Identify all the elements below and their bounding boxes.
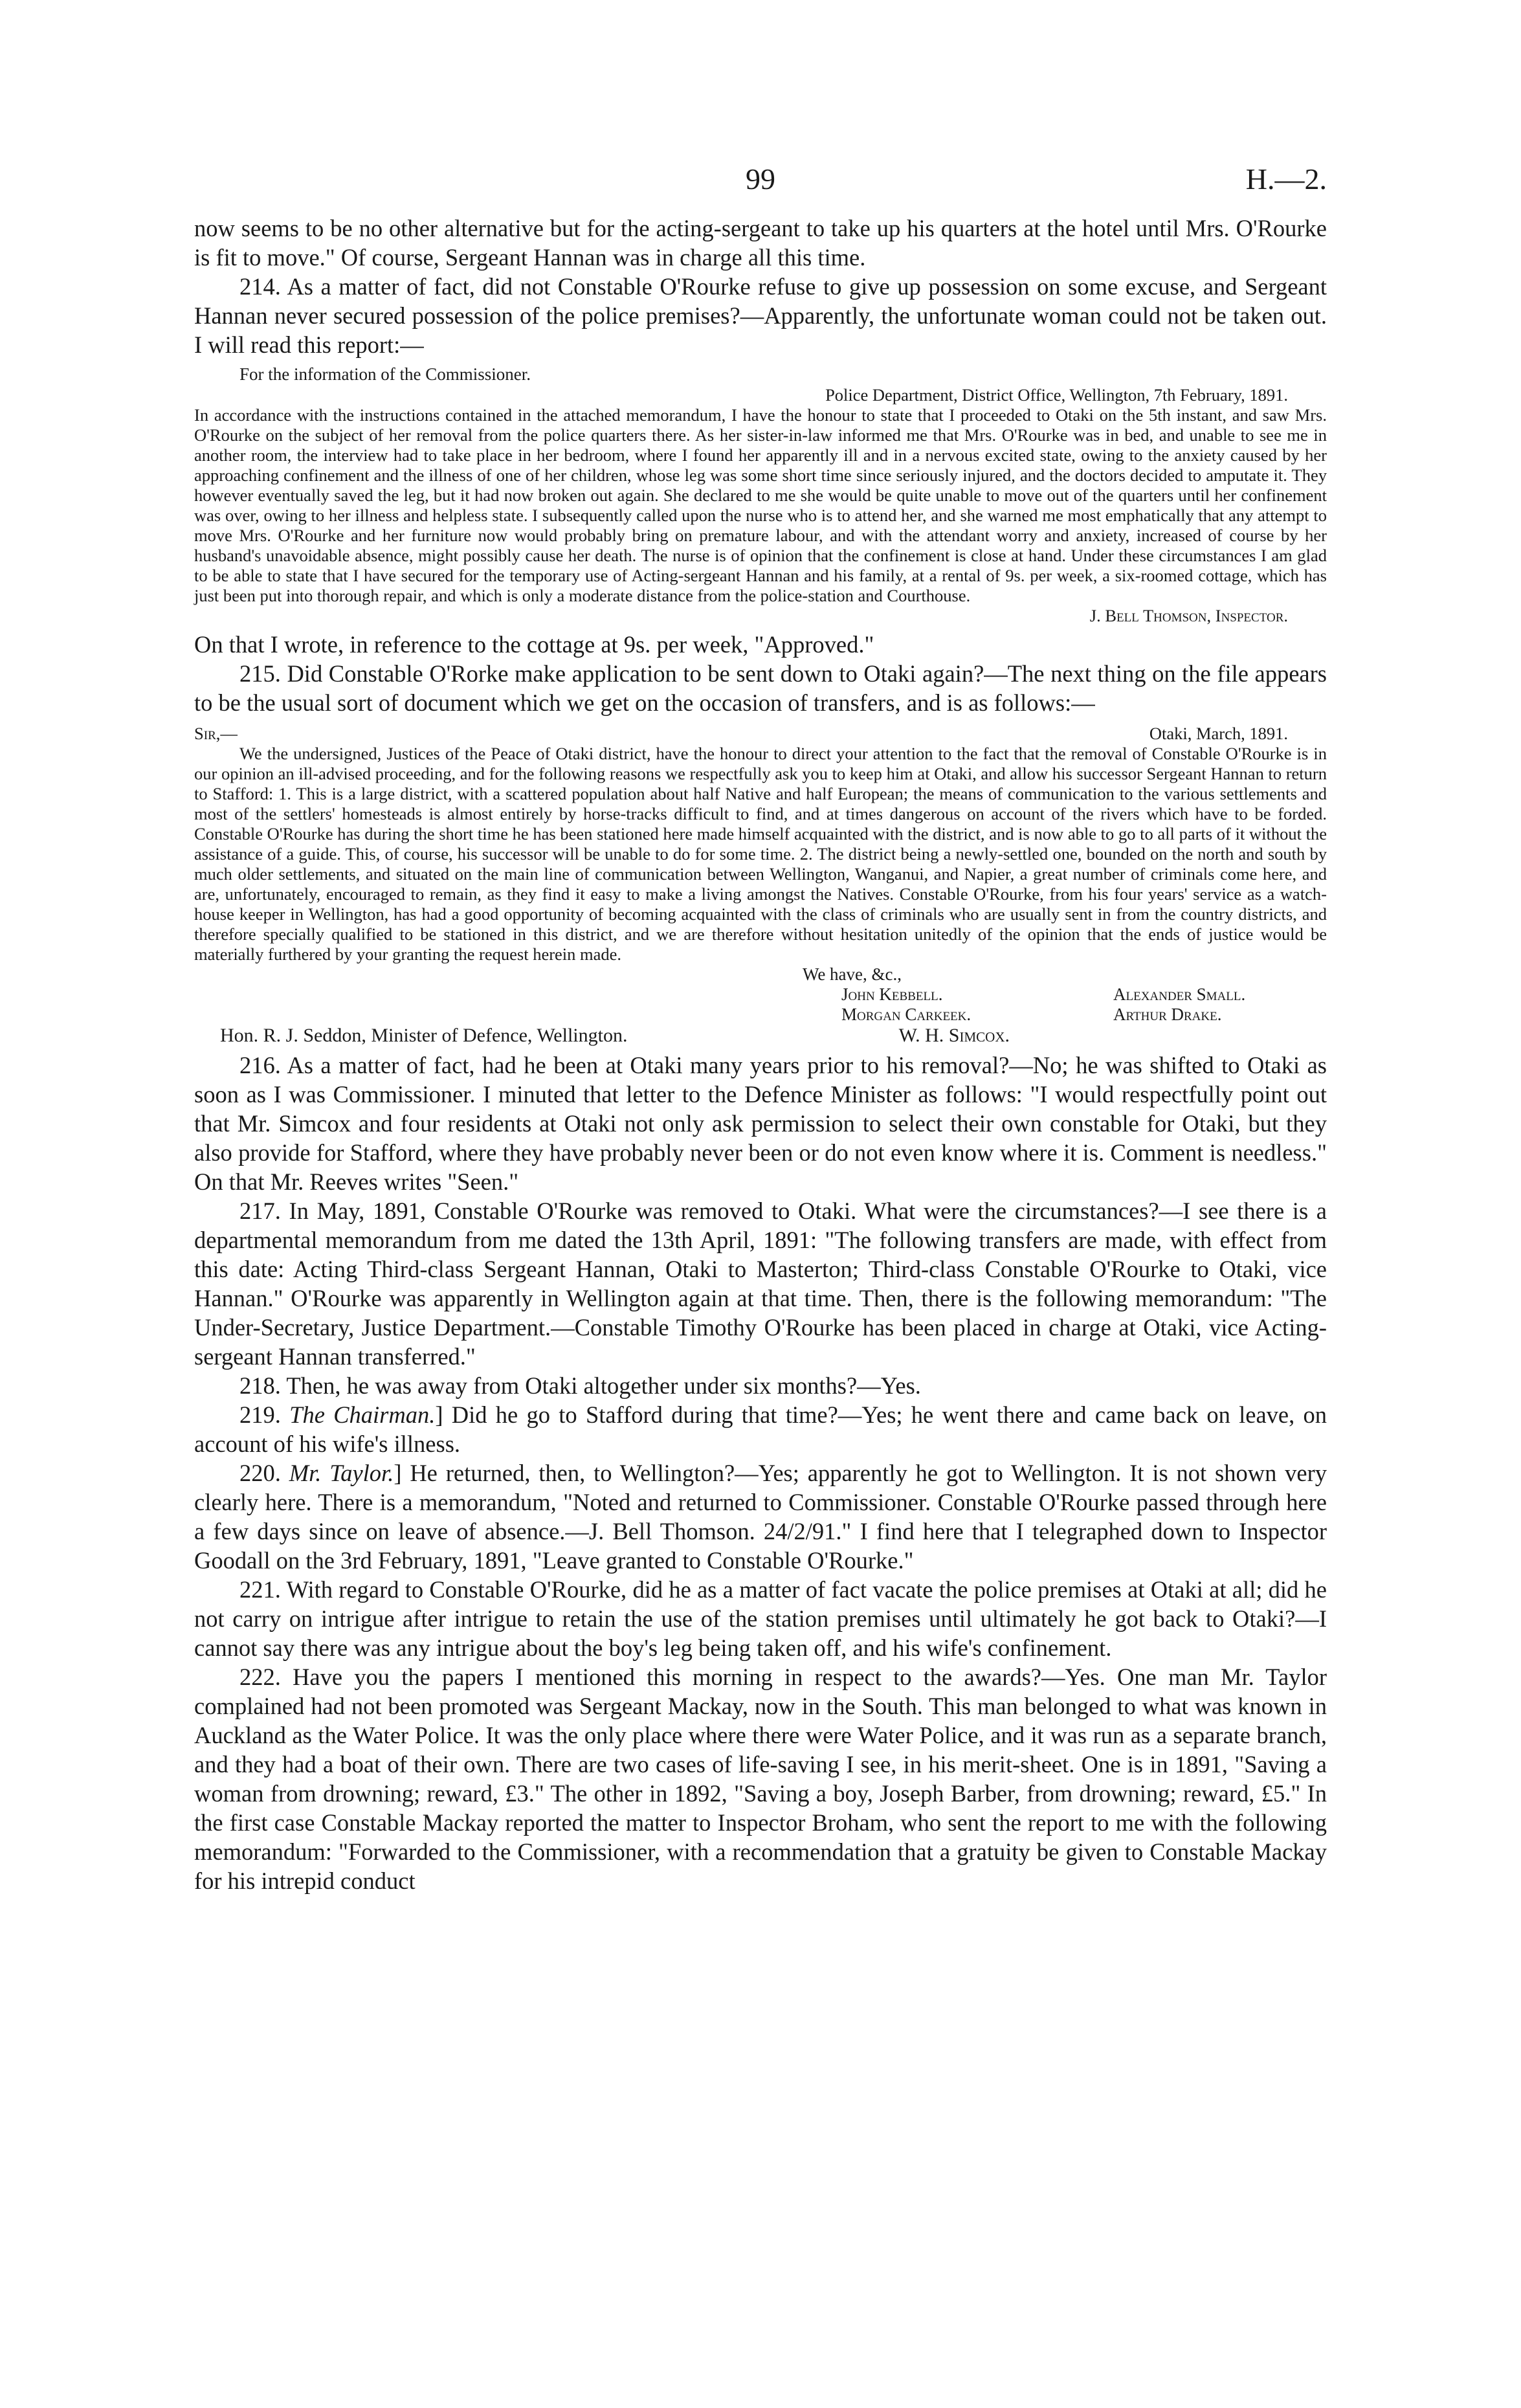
page-number: 99: [746, 162, 775, 195]
letter-place-date: Otaki, March, 1891.: [1149, 724, 1288, 743]
signatory: Arthur Drake.: [1113, 1005, 1222, 1024]
report-heading: Police Department, District Office, Wellington, 7th February, 1891.: [825, 385, 1288, 405]
paragraph-214: 214. As a matter of fact, did not Constable O'Rourke refuse to give up possession on some excuse, and Sergeant Hannan never secured possession of the police premises?—Apparently, the unfortunate woman could not be taken out. I will read this report:—: [194, 273, 1327, 358]
letter-salutation: Sir,—: [194, 724, 238, 743]
paragraph-222: 222. Have you the papers I mentioned this morning in respect to the awards?—Yes. One man Mr. Taylor complained had not been promoted was Sergeant Mackay, now in the South. This man belonged to what was known in Auckland as the Water Police. It was the only place where there were Water Police, and it was run as a separate branch, and they had a boat of their own. There are two cases of life-saving I see, in his merit-sheet. One is in 1891, "Saving a woman from drowning; reward, £3." The other in 1892, "Saving a boy, Joseph Barber, from drowning; reward, £5." In the first case Constable Mackay reported the matter to Inspector Broham, who sent the report to me with the following memorandum: "Forwarded to the Commissioner, with a recommendation that a gratuity be given to Constable Mackay for his intrepid conduct: [194, 1664, 1327, 1894]
document-reference: H.—2.: [1245, 162, 1327, 195]
letter-header: [194, 724, 1327, 744]
speaker-name: Mr. Taylor.: [289, 1460, 394, 1486]
signatory: W. H. Simcox.: [898, 1025, 1010, 1046]
paragraph-215: 215. Did Constable O'Rorke make application to be sent down to Otaki again?—The next thing on the file appears to be the usual sort of document which we get on the occasion of transfers, and is as follows:—: [194, 660, 1327, 716]
question-number: 219.: [239, 1401, 281, 1428]
letter-close: We have, &c.,: [803, 964, 902, 984]
paragraph-220: [194, 1458, 1327, 1575]
addressee-row: [194, 1025, 1327, 1047]
paragraph-221: 221. With regard to Constable O'Rourke, did he as a matter of fact vacate the police premises at Otaki at all; did he not carry on intrigue after intrigue to retain the use of the station premises until ultimately he got back to Otaki?—I cannot say there was any intrigue about the boy's leg being taken off, and his wife's confinement.: [194, 1576, 1327, 1661]
report-note: For the information of the Commissioner.: [239, 364, 531, 384]
paragraph-218: 218. Then, he was away from Otaki altogether under six months?—Yes.: [239, 1372, 921, 1399]
paragraph-219: [194, 1400, 1327, 1458]
signatories: [841, 985, 1327, 1025]
paragraph-text: ] He returned, then, to Wellington?—Yes; apparently he got to Wellington. It is not shown very clearly here. There is a memorandum, "Noted and returned to Commissioner. Constable O'Rourke passed through here a few days since on leave of absence.—J. Bell Thomson. 24/2/91." I find here that I telegraphed down to Inspector Goodall on the 3rd February, 1891, "Leave granted to Constable O'Rourke.": [194, 1460, 1327, 1574]
letter-addressee: Hon. R. J. Seddon, Minister of Defence, Wellington.: [220, 1025, 628, 1046]
signatory: Morgan Carkeek.: [841, 1005, 971, 1024]
report-body: In accordance with the instructions contained in the attached memorandum, I have the honour to state that I proceeded to Otaki on the 5th instant, and saw Mrs. O'Rourke on the subject of her removal from the police quarters there. As her sister-in-law informed me that Mrs. O'Rourke was in bed, and unable to see me in another room, the interview had to take place in her bedroom, where I found her apparently ill and in a nervous excited state, owing to the anxiety caused by her approaching confinement and the illness of one of her children, whose leg was some short time since seriously injured, and the doctors decided to amputate it. They however eventually saved the leg, but it had now broken out again. She declared to me she would be quite unable to move out of the quarters until her confinement was over, owing to her illness and helpless state. I subsequently called upon the nurse who is to attend her, and she warned me most emphatically that any attempt to move Mrs. O'Rourke and her furniture now would probably bring on premature labour, and with the attendant worry and anxiety, increased of course by her husband's unavoidable absence, might possibly cause her death. The nurse is of opinion that the confinement is close at hand. Under these circumstances I am glad to be able to state that I have secured for the temporary use of Acting-sergeant Hannan and his family, at a rental of 9s. per week, a six-roomed cottage, which has just been put into thorough repair, and which is only a moderate distance from the police-station and Courthouse.: [194, 405, 1327, 605]
paragraph-intro: now seems to be no other alternative but for the acting-sergeant to take up his quarters at the hotel until Mrs. O'Rourke is fit to move." Of course, Sergeant Hannan was in charge all this time.: [194, 215, 1327, 271]
paragraph-217: 217. In May, 1891, Constable O'Rourke was removed to Otaki. What were the circumstances?—I see there is a departmental memorandum from me dated the 13th April, 1891: "The following transfers are made, with effect from this date: Acting Third-class Sergeant Hannan, Otaki to Masterton; Third-class Constable O'Rourke to Otaki, vice Hannan." O'Rourke was apparently in Wellington again at that time. Then, there is the following memorandum: "The Under-Secretary, Justice Department.—Constable Timothy O'Rourke has been placed in charge at Otaki, vice Acting-sergeant Hannan transferred.": [194, 1198, 1327, 1370]
letter-body: We the undersigned, Justices of the Peace of Otaki district, have the honour to direct your attention to the fact that the removal of Constable O'Rourke is in our opinion an ill-advised proceeding, and for the following reasons we respectfully ask you to keep him at Otaki, and allow his successor Sergeant Hannan to return to Stafford: 1. This is a large district, with a scattered population about half Native and half European; the means of communication to the various settlements and most of the settlers' homesteads is almost entirely by horse-tracks difficult to find, and at times dangerous on account of the rivers which have to be forded. Constable O'Rourke has during the short time he has been stationed here made himself acquainted with the district, and is now able to go to all parts of it without the assistance of a guide. This, of course, his successor will be unable to do for some time. 2. The district being a newly-settled one, bounded on the north and south by much older settlements, and situated on the main line of communication between Wellington, Wanganui, and Napier, a great number of criminals come here, and are, unfortunately, encouraged to remain, as they find it easy to make a living amongst the Natives. Constable O'Rourke, from his four years' service as a watch-house keeper in Wellington, has had a good opportunity of becoming acquainted with the class of criminals who are usually sent in from the country districts, and therefore specially qualified to be stationed in this district, and we are therefore without hesitation unitedly of the opinion that the ends of justice would be materially furthered by your granting the request herein made.: [194, 744, 1327, 964]
page-content: [194, 214, 1327, 1895]
letter-signature-block: [194, 964, 1327, 1047]
page-header: [194, 162, 1327, 207]
signatory: Alexander Small.: [1113, 985, 1246, 1004]
paragraph-approved: On that I wrote, in reference to the cottage at 9s. per week, "Approved.": [194, 631, 874, 658]
report-signature: J. Bell Thomson, Inspector.: [1089, 606, 1288, 625]
paragraph-216: 216. As a matter of fact, had he been at Otaki many years prior to his removal?—No; he was shifted to Otaki as soon as I was Commissioner. I minuted that letter to the Defence Minister as follows: "I would respectfully point out that Mr. Simcox and four residents at Otaki not only ask permission to select their own constable for Otaki, but they also provide for Stafford, where they have probably never been or do not even know where it is. Comment is needless." On that Mr. Reeves writes "Seen.": [194, 1052, 1327, 1195]
paragraph-text: ] Did he go to Stafford during that time?—Yes; he went there and came back on leave, on account of his wife's illness.: [194, 1401, 1327, 1457]
signatory: John Kebbell.: [841, 985, 943, 1004]
speaker-name: The Chairman.: [289, 1401, 436, 1428]
question-number: 220.: [239, 1460, 281, 1486]
